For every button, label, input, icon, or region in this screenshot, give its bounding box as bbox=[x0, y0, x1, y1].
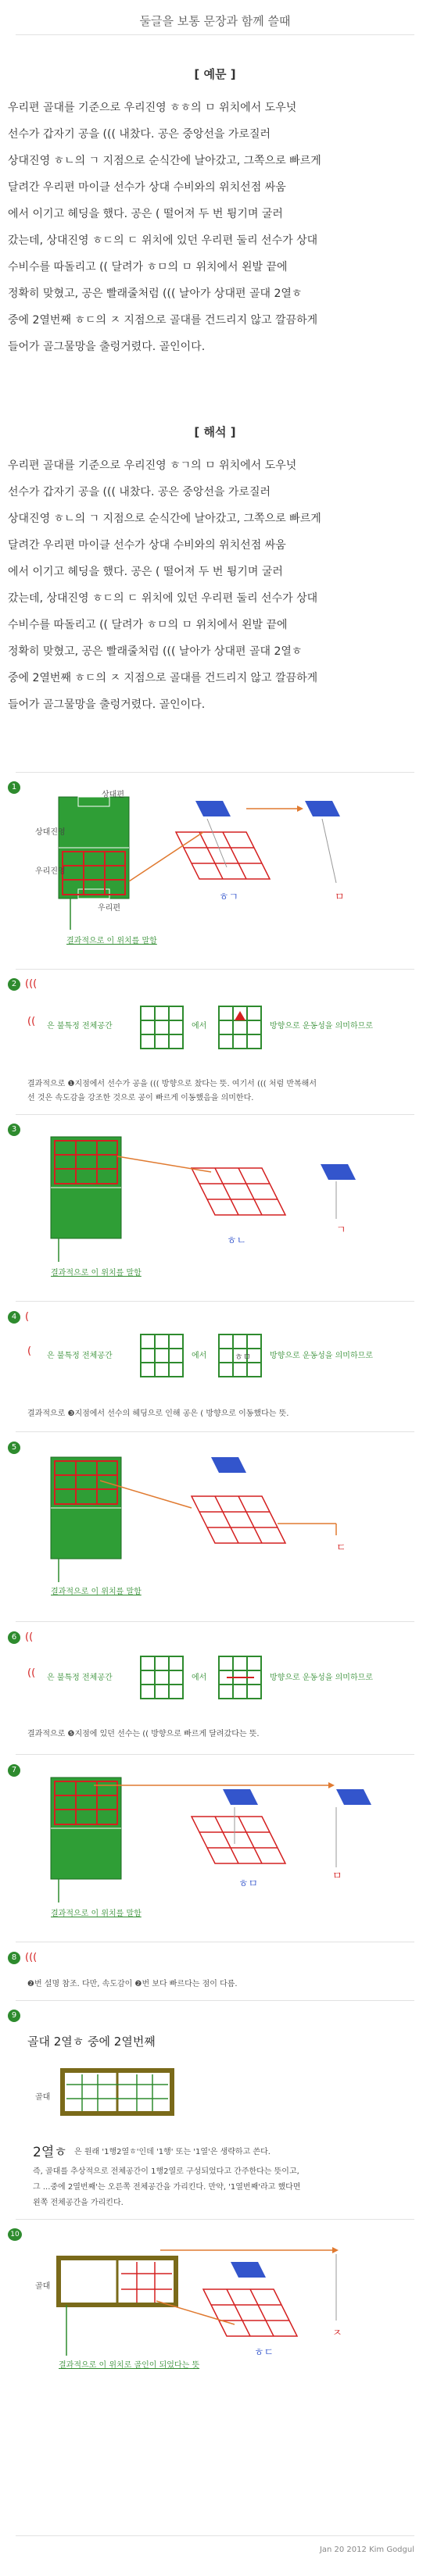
paragraph-line: 우리편 골대를 기준으로 우리진영 ㅎㅎ의 ㅁ 위치에서 도우넛 bbox=[8, 102, 297, 114]
footer-credit: Jan 20 2012 Kim Godgul bbox=[319, 2546, 414, 2554]
step9-goal bbox=[0, 2055, 430, 2141]
step-note: 결과적으로 ❸지점에서 선수의 헤딩으로 인해 공은 ( 방향으로 이동했다는 뜻. bbox=[27, 1409, 289, 1418]
field-label-opponent-half: 상대진영 bbox=[35, 828, 66, 837]
definition-line: 왼쪽 전체공간을 가리킨다. bbox=[33, 2199, 124, 2207]
step-note: 선 것은 속도감을 강조한 것으로 공이 빠르게 이동했음을 의미한다. bbox=[27, 1094, 254, 1102]
step-number: 4 bbox=[8, 1311, 20, 1324]
step-caption: 결과적으로 이 위치로 골인이 되었다는 뜻 bbox=[59, 2361, 200, 2370]
divider bbox=[16, 1621, 414, 1622]
blue-label: ㅎㅁ bbox=[238, 1878, 259, 1890]
step7-diagram bbox=[0, 1766, 430, 1930]
step-header: ( bbox=[25, 1311, 30, 1323]
text-direction: 방향으로 운동성을 의미하므로 bbox=[270, 1352, 373, 1360]
divider bbox=[16, 772, 414, 773]
paragraph-line: 상대진영 ㅎㄴ의 ㄱ 지점으로 순식간에 날아갔고, 그쪽으로 빠르게 bbox=[8, 155, 321, 167]
field-label-our-half: 우리진영 bbox=[35, 867, 66, 876]
step-header: ((( bbox=[25, 978, 38, 990]
page-title: 둘글을 보통 문장과 함께 쓸때 bbox=[139, 14, 291, 28]
blue-label: ㅎㄷ bbox=[254, 2347, 274, 2359]
field-label-opponent-side: 상대편 bbox=[102, 791, 124, 799]
paragraph-line: 정확히 맞혔고, 공은 빨래줄처럼 ((( 날아가 상대편 골대 2열ㅎ bbox=[8, 645, 303, 658]
paragraph-line: 중에 2열번째 ㅎㄷ의 ㅈ 지점으로 골대를 건드리지 않고 깔끔하게 bbox=[8, 314, 318, 327]
paragraph-line: 정확히 맞혔고, 공은 빨래줄처럼 ((( 날아가 상대편 골대 2열ㅎ bbox=[8, 288, 303, 300]
definition-line: 은 원래 '1행2열ㅎ'인데 '1행' 또는 '1열'은 생략하고 쓴다. bbox=[74, 2148, 271, 2156]
red-label: ㅁ bbox=[335, 891, 345, 903]
step-header: ((( bbox=[25, 1952, 38, 1963]
divider bbox=[16, 2000, 414, 2001]
step-number: 1 bbox=[8, 781, 20, 794]
red-label: ㄱ bbox=[336, 1224, 346, 1236]
text-from: 에서 bbox=[192, 1674, 207, 1682]
text-space: 은 불특정 전체공간 bbox=[47, 1674, 113, 1682]
step-number: 6 bbox=[8, 1631, 20, 1644]
paragraph-line: 상대진영 ㅎㄴ의 ㄱ 지점으로 순식간에 날아갔고, 그쪽으로 빠르게 bbox=[8, 513, 321, 525]
paragraph-line: 에서 이기고 헤딩을 했다. 공은 ( 떨어져 두 번 튕기며 굴러 bbox=[8, 208, 283, 220]
goal-label: 골대 bbox=[35, 2093, 51, 2102]
blue-label: ㅎㄱ bbox=[219, 891, 239, 903]
text-from: 에서 bbox=[192, 1022, 207, 1031]
divider bbox=[16, 1114, 414, 1115]
step-caption: 결과적으로 이 위치를 말함 bbox=[51, 1269, 142, 1277]
step-note: 결과적으로 ❶지점에서 선수가 공을 ((( 방향으로 찼다는 뜻. 여기서 ((( 처럼 반복해서 bbox=[27, 1080, 317, 1088]
step-number: 7 bbox=[8, 1764, 20, 1777]
step-number: 8 bbox=[8, 1952, 20, 1964]
divider bbox=[16, 1431, 414, 1432]
divider bbox=[16, 2219, 414, 2220]
paragraph-line: 들어가 골그물망을 출렁거렸다. 골인이다. bbox=[8, 698, 206, 711]
definition-line: 그 ...중에 2열번째'는 오른쪽 전체공간을 가리킨다. 만약, '1열번째'라고 했다면 bbox=[33, 2183, 301, 2192]
step-caption: 결과적으로 이 위치를 말함 bbox=[51, 1910, 142, 1918]
divider bbox=[16, 34, 414, 35]
paragraph-line: 에서 이기고 헤딩을 했다. 공은 ( 떨어져 두 번 튕기며 굴러 bbox=[8, 566, 283, 578]
text-from: 에서 bbox=[192, 1352, 207, 1360]
definition-line: 즉, 골대를 추상적으로 전체공간이 1행2열로 구성되었다고 간주한다는 뜻이고, bbox=[33, 2167, 299, 2176]
text-direction: 방향으로 운동성을 의미하므로 bbox=[270, 1022, 373, 1031]
term: 2열ㅎ bbox=[33, 2145, 67, 2160]
symbol: ( bbox=[27, 1345, 32, 1357]
text-space: 은 불특정 전체공간 bbox=[47, 1352, 113, 1360]
step-caption: 결과적으로 이 위치를 말함 bbox=[51, 1588, 142, 1596]
paragraph-line: 달려간 우리편 마이클 선수가 상대 수비와의 위치선점 싸움 bbox=[8, 539, 286, 552]
step-header: (( bbox=[25, 1631, 34, 1643]
paragraph-line: 들어가 골그물망을 출렁거렸다. 골인이다. bbox=[8, 341, 206, 353]
step5-diagram bbox=[0, 1445, 430, 1602]
paragraph-line: 갔는데, 상대진영 ㅎㄷ의 ㄷ 위치에 있던 우리편 둘리 선수가 상대 bbox=[8, 234, 318, 247]
text-space: 은 불특정 전체공간 bbox=[47, 1022, 113, 1031]
step-header: 골대 2열ㅎ 중에 2열번째 bbox=[27, 2035, 156, 2049]
step-caption: 결과적으로 이 위치를 말함 bbox=[66, 937, 157, 945]
red-label: ㅁ bbox=[332, 1870, 342, 1882]
step-number: 9 bbox=[8, 2010, 20, 2022]
step-number: 10 bbox=[8, 2228, 22, 2241]
divider bbox=[16, 969, 414, 970]
paragraph-line: 갔는데, 상대진영 ㅎㄷ의 ㄷ 위치에 있던 우리편 둘리 선수가 상대 bbox=[8, 592, 318, 605]
cell-label: ㅎㅁ bbox=[235, 1352, 252, 1362]
step-number: 5 bbox=[8, 1442, 20, 1454]
example-heading: [ 예문 ] bbox=[194, 67, 236, 81]
paragraph-line: 달려간 우리편 마이클 선수가 상대 수비와의 위치선점 싸움 bbox=[8, 181, 286, 194]
paragraph-line: 수비수를 따돌리고 (( 달려가 ㅎㅁ의 ㅁ 위치에서 왼발 끝에 bbox=[8, 619, 288, 631]
blue-label: ㅎㄴ bbox=[227, 1235, 247, 1247]
field-label-our-side: 우리편 bbox=[98, 904, 120, 913]
paragraph-line: 선수가 갑자기 공을 ((( 내찼다. 공은 중앙선을 가로질러 bbox=[8, 486, 271, 498]
red-label: ㅈ bbox=[332, 2328, 342, 2339]
text-direction: 방향으로 운동성을 의미하므로 bbox=[270, 1674, 373, 1682]
step-number: 3 bbox=[8, 1124, 20, 1136]
step-number: 2 bbox=[8, 978, 20, 991]
paragraph-line: 중에 2열번째 ㅎㄷ의 ㅈ 지점으로 골대를 건드리지 않고 깔끔하게 bbox=[8, 672, 318, 684]
symbol: (( bbox=[27, 1667, 36, 1679]
red-label: ㄷ bbox=[336, 1542, 346, 1554]
divider bbox=[16, 2535, 414, 2536]
paragraph-line: 선수가 갑자기 공을 ((( 내찼다. 공은 중앙선을 가로질러 bbox=[8, 128, 271, 141]
divider bbox=[16, 1754, 414, 1755]
step-note: ❷번 설명 참조. 다만, 속도감이 ❷번 보다 빠르다는 점이 다름. bbox=[27, 1980, 238, 1988]
goal-label: 골대 bbox=[35, 2282, 51, 2291]
paragraph-line: 우리편 골대를 기준으로 우리진영 ㅎㄱ의 ㅁ 위치에서 도우넛 bbox=[8, 459, 297, 472]
explanation-heading: [ 해석 ] bbox=[194, 425, 236, 439]
paragraph-line: 수비수를 따돌리고 (( 달려가 ㅎㅁ의 ㅁ 위치에서 왼발 끝에 bbox=[8, 261, 288, 273]
step-note: 결과적으로 ❺지점에 있던 선수는 (( 방향으로 빠르게 달려갔다는 뜻. bbox=[27, 1730, 260, 1738]
symbol: (( bbox=[27, 1016, 36, 1027]
divider bbox=[16, 1301, 414, 1302]
